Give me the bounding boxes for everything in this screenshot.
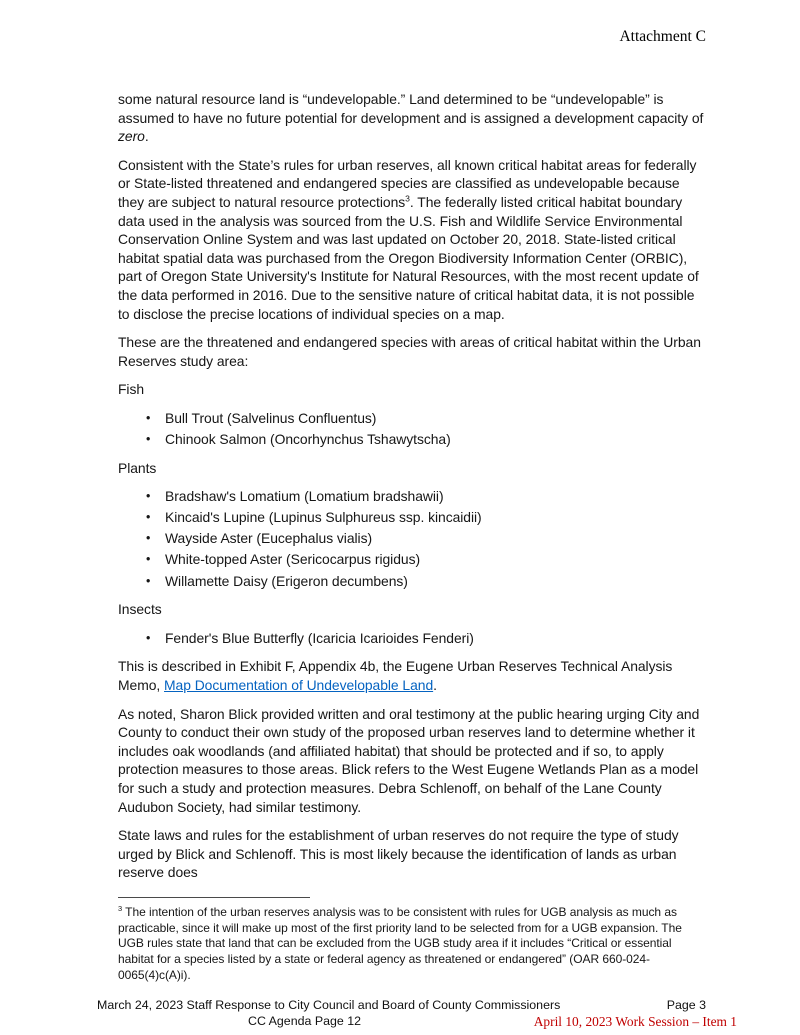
map-documentation-link[interactable]: Map Documentation of Undevelopable Land (164, 676, 434, 693)
paragraph-undevelopable (118, 90, 706, 146)
species-name: White-topped Aster (Sericocarpus rigidus) (165, 551, 421, 568)
bullet-icon: • (146, 510, 151, 525)
bullet-icon: • (146, 489, 151, 504)
list-item (118, 550, 706, 569)
species-group-label-plants: Plants (118, 459, 157, 476)
bullet-icon: • (146, 630, 151, 645)
species-list-fish (118, 409, 706, 449)
species-name: Kincaid's Lupine (Lupinus Sulphureus ssp. kincaidii) (165, 509, 482, 526)
paragraph-exhibit-reference (118, 657, 706, 694)
page-number: Page 3 (666, 998, 706, 1012)
species-list-insects (118, 629, 706, 648)
species-name: Willamette Daisy (Erigeron decumbens) (165, 572, 408, 589)
italic-text: zero (118, 128, 145, 145)
paragraph-text: This is described in Exhibit F, Appendix 4b, the Eugene Urban Reserves Technical Analysis Memo, (118, 658, 673, 693)
footer-left-text: March 24, 2023 Staff Response to City Council and Board of County Commissioners (97, 998, 561, 1012)
bullet-icon: • (146, 552, 151, 567)
paragraph-state-laws: State laws and rules for the establishment of urban reserves do not require the type of study urged by Blick and Schlenoff. This is most likely because the identification of lands as urban reserve does (118, 827, 679, 881)
footnote-number: 3 (118, 903, 123, 913)
page-footer (97, 997, 737, 1033)
species-name: Bradshaw's Lomatium (Lomatium bradshawii) (165, 488, 444, 505)
bullet-icon: • (146, 410, 151, 425)
species-name: Wayside Aster (Eucephalus vialis) (165, 530, 373, 547)
footnote (118, 897, 706, 984)
bullet-icon: • (146, 573, 151, 588)
paragraph-critical-habitat (118, 156, 706, 323)
species-name: Bull Trout (Salvelinus Confluentus) (165, 409, 377, 426)
footnote-text (118, 905, 706, 984)
paragraph-text: . (144, 128, 149, 145)
list-item (118, 409, 706, 428)
cc-agenda-page-label: CC Agenda Page 12 (248, 1014, 361, 1028)
bullet-icon: • (146, 531, 151, 546)
paragraph-species-intro: These are the threatened and endangered species with areas of critical habitat within the Urban Reserves study area: (118, 334, 701, 369)
list-item (118, 508, 706, 527)
footnote-separator (118, 897, 310, 898)
footer-line-2 (97, 1013, 737, 1033)
paragraph-text: Consistent with the State’s rules for urban reserves, all known critical habitat areas for federally or State-listed threatened and endangered species are classified as undevelopable because they are subject to natural resource protections (118, 156, 697, 210)
attachment-label: Attachment C (619, 28, 706, 45)
list-item (118, 629, 706, 648)
work-session-label: April 10, 2023 Work Session – Item 1 (533, 1014, 737, 1029)
bullet-icon: • (146, 432, 151, 446)
paragraph-text: some natural resource land is “undevelopable.” Land determined to be “undevelopable” is assumed to have no future potential for development and is assigned a development capacity of (118, 91, 704, 126)
footer-line-1 (97, 997, 706, 1013)
list-item (118, 529, 706, 548)
paragraph-testimony: As noted, Sharon Blick provided written and oral testimony at the public hearing urging City and County to conduct their own study of the proposed urban reserves land to determine whether it includes oak woodlands (and affiliated habitat) that should be protected and if so, to apply protection measures to those areas. Blick refers to the West Eugene Wetlands Plan as a model for such a study and protection measures. Debra Schlenoff, on behalf of the Lane County Audubon Society, had similar testimony. (118, 705, 700, 815)
paragraph-text: . (433, 676, 437, 693)
document-body (118, 90, 706, 983)
list-item (118, 572, 706, 591)
species-name: Fender's Blue Butterfly (Icaricia Icarioides Fenderi) (165, 629, 474, 646)
species-group-label-insects: Insects (118, 601, 162, 618)
list-item (118, 430, 706, 449)
species-list-plants (118, 487, 706, 590)
paragraph-text: . The federally listed critical habitat boundary data used in the analysis was sourced from the U.S. Fish and Wildlife Service Environmental Conservation Online System and was last updated on October 20, 2018. State-listed critical habitat spatial data was purchased from the Oregon Biodiversity Information Center (ORBIC), part of Oregon State University's Institute for Natural Resources, with the most recent update of the data performed in 2016. Due to the sensitive nature of critical habitat data, it is not possible to disclose the precise locations of individual species on a map. (118, 193, 699, 322)
footnote-body: The intention of the urban reserves analysis was to be consistent with rules for UGB analysis as much as practicable, since it will make up most of the first priority land to be selected from for a UGB expansion. The UGB rules state that land that can be excluded from the UGB study area if it includes “Critical or essential habitat for a species listed by a state or federal agency as threatened or endangered” (OAR 660-024-0065(4)c(A)i). (118, 904, 682, 982)
species-name: Chinook Salmon (Oncorhynchus Tshawytscha) (165, 431, 451, 447)
list-item (118, 487, 706, 506)
footnote-reference: 3 (405, 193, 410, 204)
species-group-label-fish: Fish (118, 381, 145, 398)
page-header (97, 28, 706, 46)
